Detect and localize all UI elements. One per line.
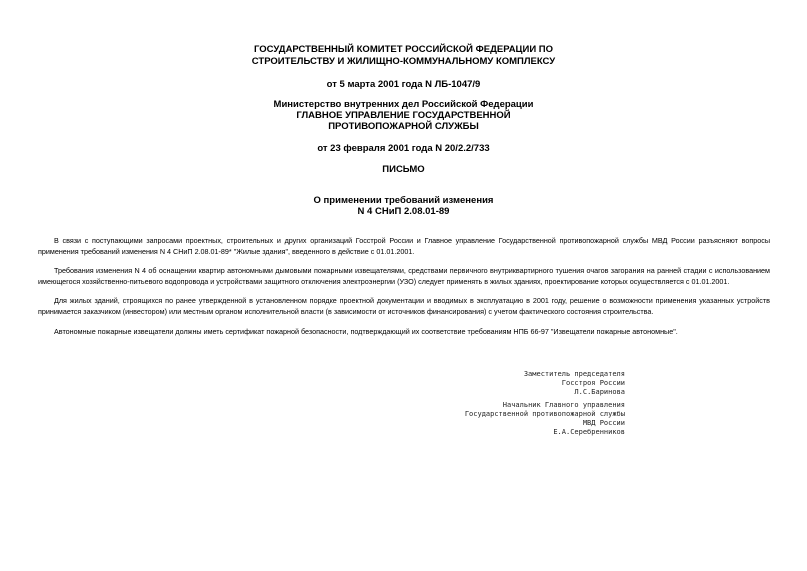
- issuer2-line-1: Министерство внутренних дел Российской Федерации: [273, 99, 534, 110]
- body-paragraph-1: В связи с поступающими запросами проектных, строительных и других организаций Госстрой России и Главное управление Государственной противопожарной службы МВД России разъясняют вопросы применения требований изменения N 4 СНиП 2.08.01-89* "Жилые здания", введенного в действие с 01.01.2001.: [38, 236, 770, 256]
- document-type: ПИСЬМО: [382, 164, 425, 175]
- issuer2-line-2: ГЛАВНОЕ УПРАВЛЕНИЕ ГОСУДАРСТВЕННОЙ: [296, 110, 511, 121]
- signature-1-title: Заместитель председателя: [523, 370, 625, 378]
- signature-2-title: Начальник Главного управления: [502, 401, 625, 409]
- issuer2-line-3: ПРОТИВОПОЖАРНОЙ СЛУЖБЫ: [328, 121, 479, 132]
- body-paragraph-3: Для жилых зданий, строящихся по ранее утвержденной в установленном порядке проектной документации и вводимых в эксплуатацию в 2001 году, решение о возможности применения указанных устройств принимается заказчиком (инвестором) или местным органом исполнительной власти (в зависимости от источников финансирования) с учетом фактического состояния строительства.: [38, 296, 770, 316]
- signature-1-name: Л.С.Баринова: [574, 388, 625, 396]
- signature-2-name: Е.А.Серебренников: [553, 428, 625, 436]
- issuer-line-1: ГОСУДАРСТВЕННЫЙ КОМИТЕТ РОССИЙСКОЙ ФЕДЕРАЦИИ ПО: [253, 44, 554, 55]
- signature-1-org: Госстроя России: [561, 379, 625, 387]
- issue-date-2: от 23 февраля 2001 года N 20/2.2/733: [317, 143, 490, 154]
- subject-line-1: О применении требований изменения: [313, 195, 494, 206]
- subject-line-2: N 4 СНиП 2.08.01-89: [357, 206, 450, 217]
- signature-2-ministry: МВД России: [582, 419, 625, 427]
- signature-2-org: Государственной противопожарной службы: [464, 410, 625, 418]
- issuer-line-2: СТРОИТЕЛЬСТВУ И ЖИЛИЩНО-КОММУНАЛЬНОМУ КОМПЛЕКСУ: [251, 56, 556, 67]
- body-paragraph-2: Требования изменения N 4 об оснащении квартир автономными дымовыми пожарными извещателями, средствами первичного внутриквартирного тушения очагов загорания на ранней стадии с использованием имеющегося хозяйственно-питьевого водопровода и устройствами защитного отключения электроэнергии (УЗО) следует применять в жилых зданиях, проектирование которых осуществляется с 01.01.2001.: [38, 266, 770, 286]
- issue-date-1: от 5 марта 2001 года N ЛБ-1047/9: [326, 79, 481, 90]
- body-paragraph-4: Автономные пожарные извещатели должны иметь сертификат пожарной безопасности, подтверждающий их соответствие требованиям НПБ 66-97 "Извещатели пожарные автономные".: [54, 327, 678, 336]
